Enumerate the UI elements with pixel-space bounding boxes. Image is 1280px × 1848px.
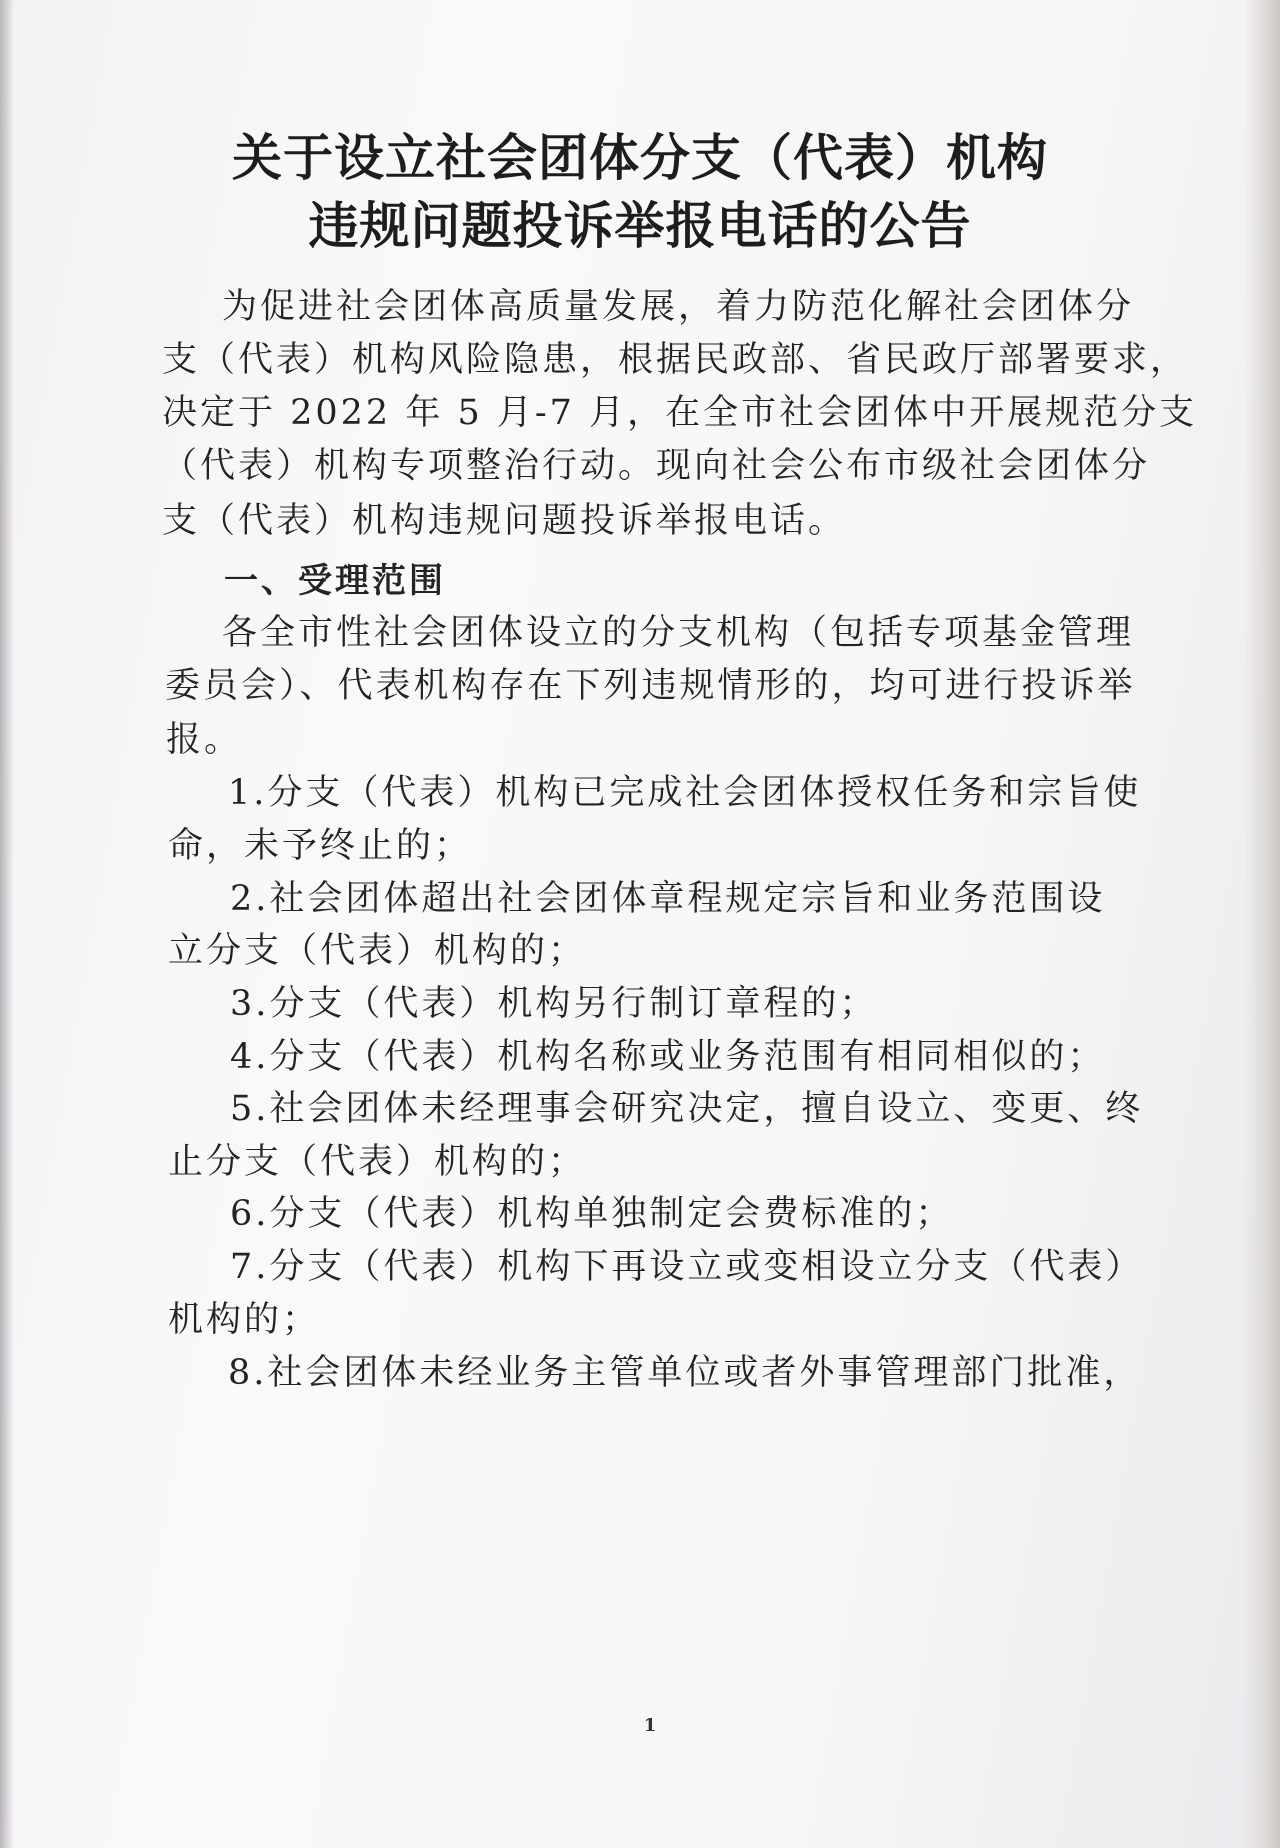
body-line: 决定于 2022 年 5 月-7 月，在全市社会团体中开展规范分支	[162, 393, 1198, 433]
document-title-line-1: 关于设立社会团体分支（代表）机构	[232, 129, 1048, 187]
body-line: 报。	[166, 720, 243, 760]
list-item: 7.分支（代表）机构下再设立或变相设立分支（代表）	[230, 1247, 1144, 1287]
section-heading: 一、受理范围	[224, 561, 446, 601]
list-item: 8.社会团体未经业务主管单位或者外事管理部门批准，	[228, 1353, 1142, 1393]
body-line: 为促进社会团体高质量发展，着力防范化解社会团体分	[222, 287, 1135, 327]
body-line: 支（代表）机构违规问题投诉举报电话。	[162, 501, 847, 541]
list-item: 6.分支（代表）机构单独制定会费标准的；	[230, 1194, 954, 1234]
list-item: 4.分支（代表）机构名称或业务范围有相同相似的；	[230, 1037, 1106, 1077]
list-item-continuation: 止分支（代表）机构的；	[168, 1142, 587, 1182]
list-item-continuation: 立分支（代表）机构的；	[168, 931, 587, 971]
page-right-shadow	[1244, 0, 1280, 1848]
list-item: 5.社会团体未经理事会研究决定，擅自设立、变更、终	[230, 1089, 1144, 1129]
body-line: 支（代表）机构风险隐患，根据民政部、省民政厅部署要求，	[162, 340, 1189, 380]
page-number: 1	[643, 1715, 657, 1736]
list-item-continuation: 机构的；	[168, 1300, 321, 1340]
document-title-line-2: 违规问题投诉举报电话的公告	[308, 197, 972, 255]
list-item: 3.分支（代表）机构另行制订章程的；	[230, 984, 878, 1024]
body-line: （代表）机构专项整治行动。现向社会公布市级社会团体分	[162, 446, 1151, 486]
list-item: 2.社会团体超出社会团体章程规定宗旨和业务范围设	[230, 879, 1106, 919]
page-left-shadow	[0, 0, 14, 1848]
list-item-continuation: 命，未予终止的；	[168, 826, 473, 866]
list-item: 1.分支（代表）机构已完成社会团体授权任务和宗旨使	[228, 773, 1142, 813]
body-line: 委员会）、代表机构存在下列违规情形的，均可进行投诉举	[165, 666, 1136, 706]
body-line: 各全市性社会团体设立的分支机构（包括专项基金管理	[222, 613, 1135, 653]
